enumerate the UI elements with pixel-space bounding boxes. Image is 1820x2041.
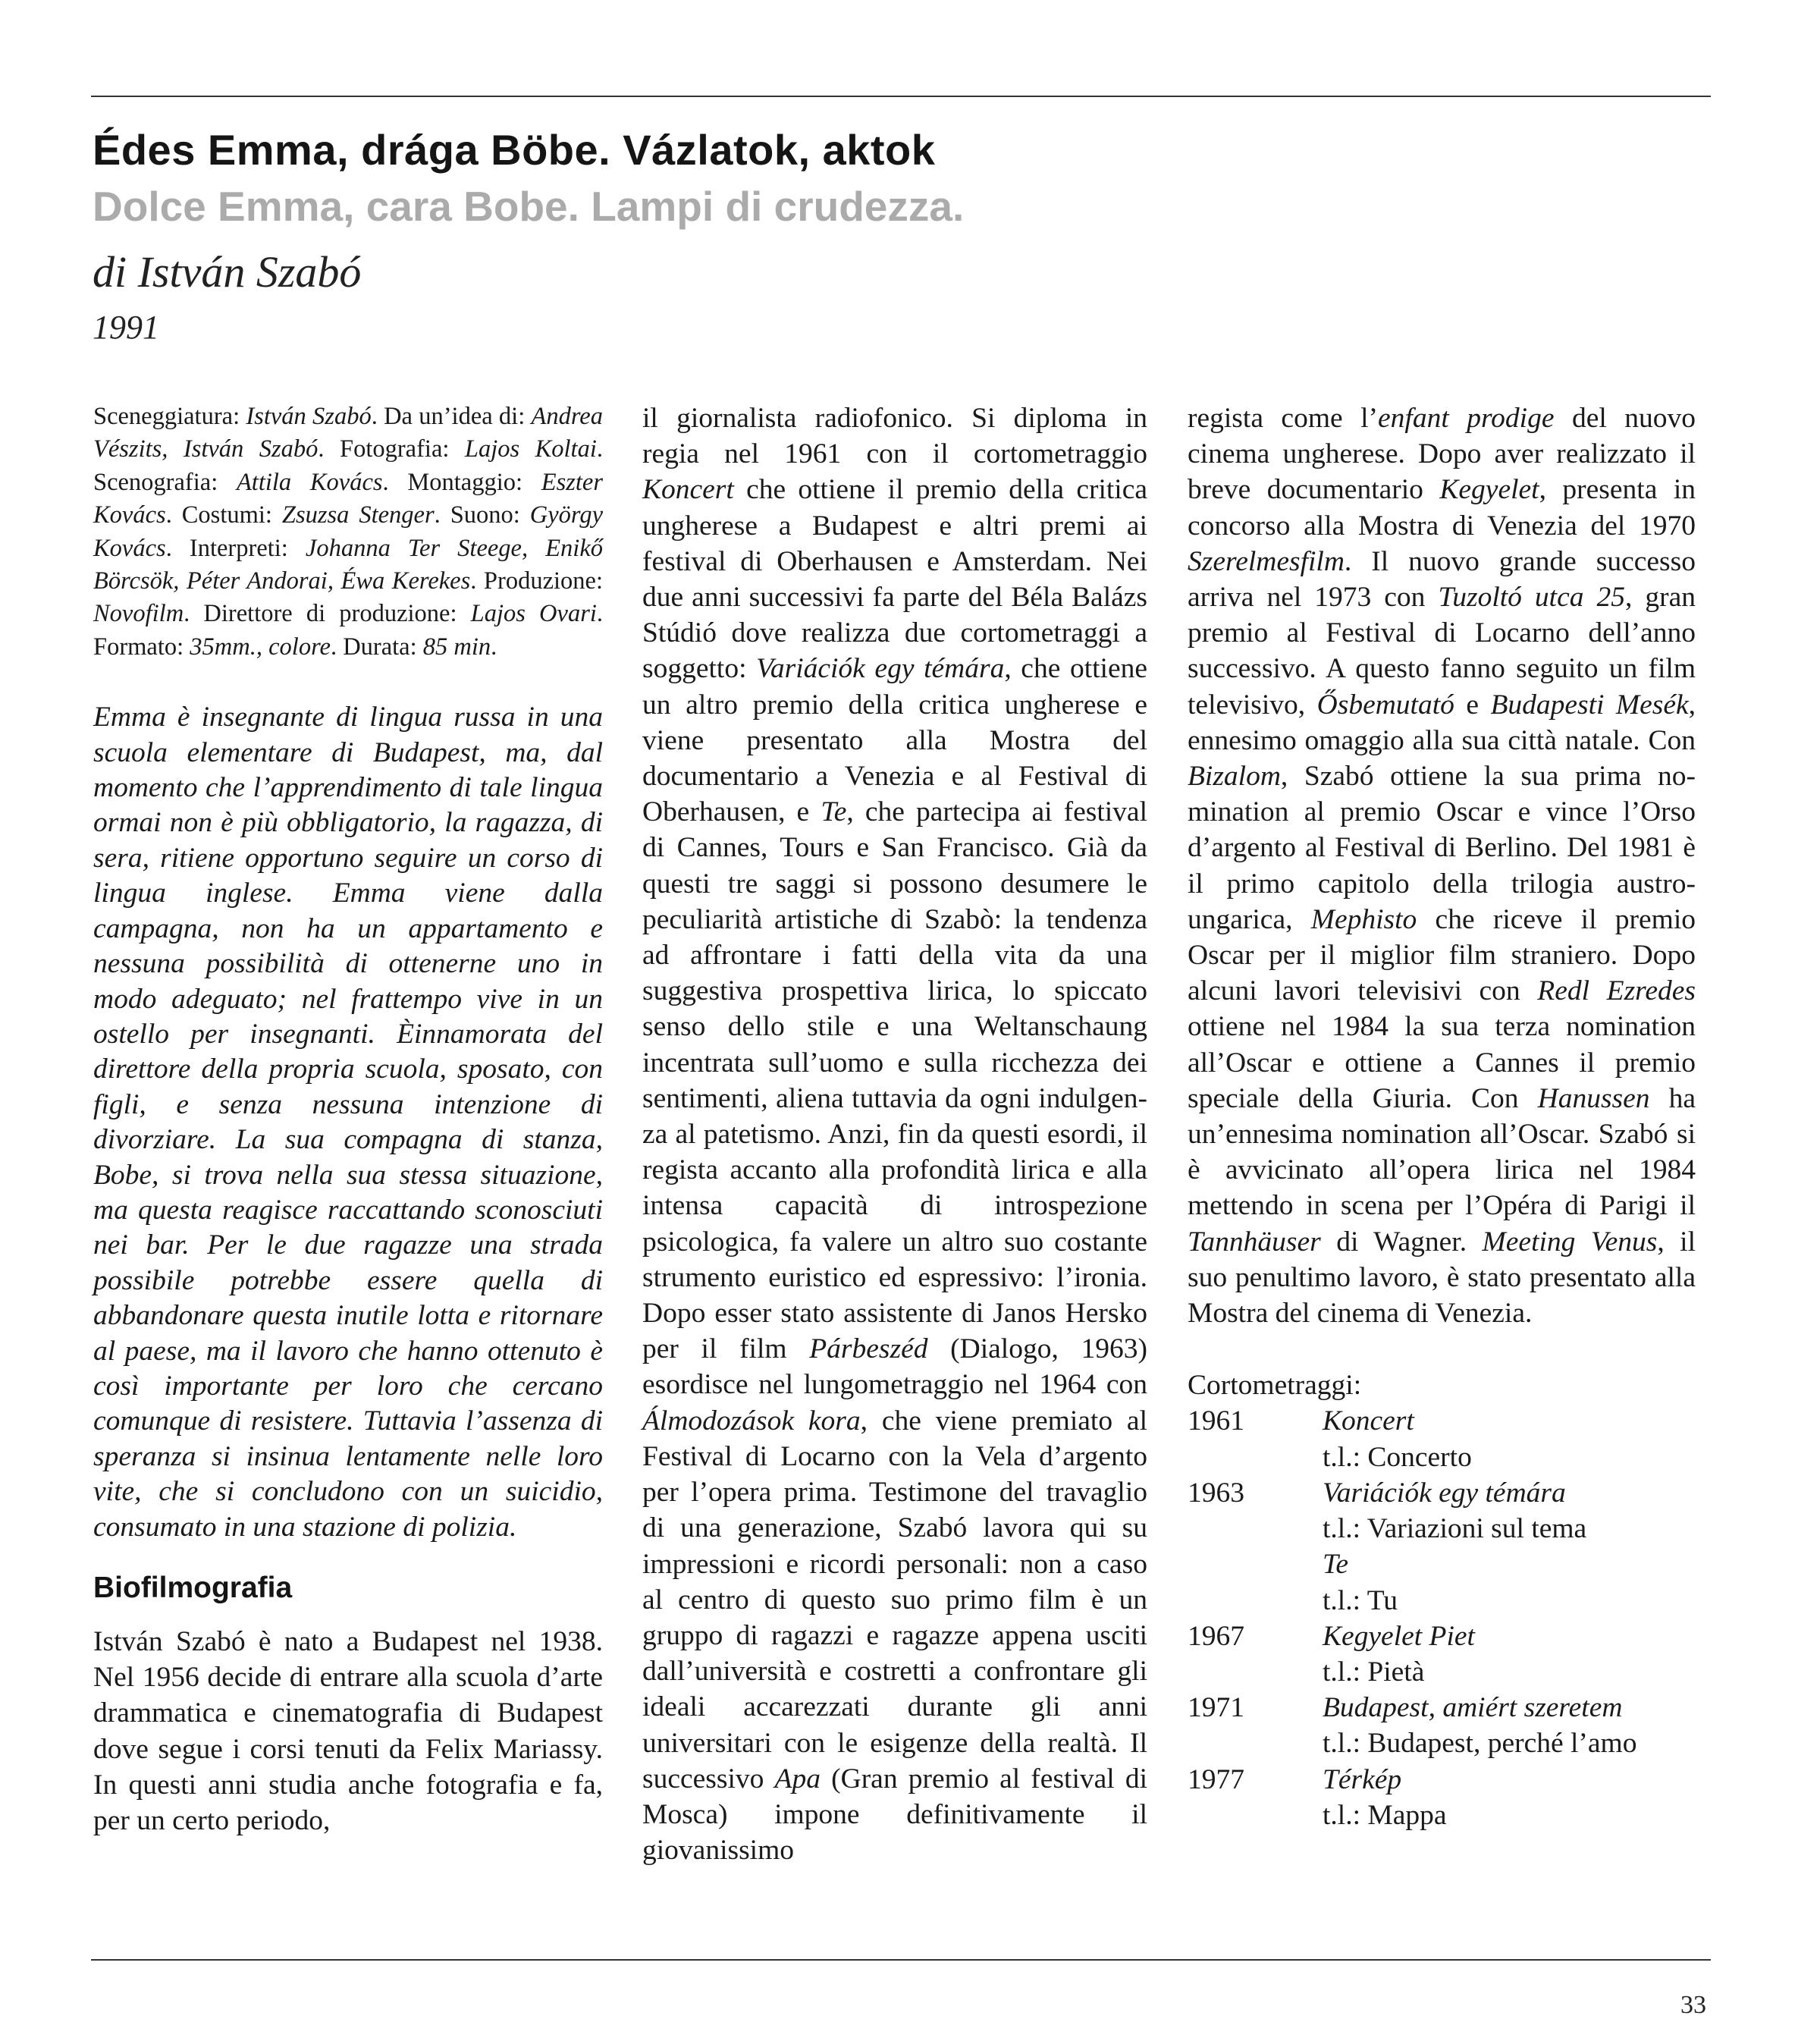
biography-part-3 — [1188, 400, 1696, 1331]
bio-text: di Wagner. — [1320, 1226, 1483, 1258]
film-title: Ősbemutató — [1316, 689, 1454, 721]
film-title: Bizalom — [1188, 761, 1281, 793]
filmography-label: Cortometraggi: — [1188, 1370, 1362, 1402]
bio-text: che riceve il premio Oscar per il miglior film straniero. Dopo alcuni lavori televisivi con — [1188, 903, 1696, 1007]
bio-text: ottiene nel 1984 la sua terza nomination all’Oscar e ottiene a Cannes il premio speciale della Giuria. Con — [1188, 1011, 1696, 1114]
filmography-row — [1188, 1583, 1696, 1619]
credit-value: Zsuzsa Stenger — [281, 501, 435, 529]
filmography-translation: t.l.: Budapest, perché l’amo — [1323, 1728, 1637, 1760]
filmography-title — [1323, 1403, 1696, 1439]
filmography-row — [1188, 1762, 1696, 1798]
bio-text: (Dialogo, 1963) esordisce nel lungometraggio nel 1964 con — [642, 1333, 1147, 1401]
credit-label: . Durata: — [330, 633, 423, 661]
credit-label: . Montaggio: — [382, 468, 541, 496]
filmography-title — [1323, 1619, 1696, 1654]
credits — [93, 400, 603, 664]
filmography-title — [1323, 1690, 1696, 1725]
credit-label: . Suono: — [434, 501, 530, 529]
film-title: Koncert — [642, 474, 734, 506]
bio-text: e — [1454, 689, 1491, 721]
film-title: Álmodozások kora — [642, 1405, 861, 1437]
bio-text: , che partecipa ai festival di Cannes, Tours e San Francisco. Già da questi tre saggi si possono desumere le peculiarità artistiche di Szabò: la tendenza ad affrontare i fatti della vita da una suggestiva prospettiva lirica, lo spiccato senso dello stile e una Weltanschaung incentrata sull’uomo e sulla ricchezza dei sentimenti, aliena tuttavia da ogni indulgenza al patetismo. Anzi, fin da questi esordi, il regista accanto alla profondità lirica e alla intensa capacità di introspezione psicologica, fa valere un altro suo costante strumento euristico ed espressivo: l’ironia. Dopo esser stato assistente di Janos Hersko per il film — [642, 796, 1147, 1365]
credit-value: Novofilm — [93, 600, 184, 628]
bio-text: , ennesimo omaggio alla sua città natale. Con — [1188, 689, 1696, 756]
film-title: Meeting Venus — [1482, 1226, 1658, 1258]
credit-value: Attila Kovács — [236, 468, 383, 496]
filmography-year: 1977 — [1188, 1763, 1244, 1795]
column-1 — [93, 400, 603, 1838]
filmography-year-empty — [1188, 1725, 1323, 1761]
credit-label: . Fotografia: — [318, 435, 465, 463]
film-title: Szerelmesfilm — [1188, 545, 1345, 577]
bio-text: (Gran premio al festival di Mosca) impone definitivamente il giovanissimo — [642, 1763, 1148, 1867]
filmography-translation: t.l.: Variazioni sul tema — [1323, 1513, 1587, 1545]
credit-value: 35mm., colore — [190, 633, 331, 661]
filmography-title — [1323, 1475, 1696, 1511]
credit-label: . Direttore di produzione: — [184, 600, 471, 628]
bio-text: , gran premio al Festival di Locarno dell’anno successivo. A questo fanno seguito un film televisivo, — [1188, 582, 1696, 721]
filmography-year-empty — [1188, 1583, 1323, 1619]
filmography-year-empty — [1188, 1511, 1323, 1546]
filmography-title-text: Budapest, amiért szeretem — [1323, 1692, 1623, 1724]
filmography-row — [1188, 1546, 1696, 1582]
filmography-title-text: Variációk egy témára — [1323, 1477, 1566, 1509]
credit-label: . Formato: — [93, 600, 603, 661]
film-year: 1991 — [93, 309, 159, 346]
filmography-row — [1188, 1690, 1696, 1725]
filmography-year — [1188, 1546, 1323, 1582]
credit-label: Sceneggiatura: — [93, 403, 246, 430]
credit-value: István Szabó — [246, 403, 372, 430]
biography-part-1: István Szabó è nato a Budapest nel 1938. Nel 1956 decide di entrare alla scuola d’arte drammatica e cinematografia di Budapest dove segue i corsi tenuti da Felix Mariassy. In questi anni studia anche fotografia e fa, per un certo periodo, — [93, 1626, 603, 1837]
credit-value: Eszter Kovács — [93, 468, 603, 529]
bio-text: , presenta in concorso alla Mostra di Venezia del 1970 — [1188, 474, 1696, 542]
credit-label: . Interpreti: — [165, 534, 306, 562]
filmography-title-text: Te — [1323, 1549, 1349, 1581]
film-title: Apa — [774, 1763, 821, 1795]
bottom-rule — [91, 1959, 1711, 1961]
credit-value: Andrea Vészits, István Szabó — [93, 403, 603, 463]
film-title: Mephisto — [1310, 903, 1417, 935]
filmography-title-text: Koncert — [1323, 1405, 1414, 1437]
credit-label: . Scenografia: — [93, 435, 603, 496]
article-header — [93, 121, 1685, 350]
film-title: Hanussen — [1537, 1082, 1650, 1114]
filmography-title — [1323, 1546, 1696, 1582]
filmography-year-empty — [1188, 1654, 1323, 1690]
bio-text: , che ottiene un altro premio della critica ungherese e viene presentato alla Mostra del documentario a Venezia e al Festival di Oberhausen, e — [642, 653, 1147, 828]
filmography-title — [1323, 1762, 1696, 1798]
bio-text: del nuovo cinema ungherese. Dopo aver realizzato il breve documentario — [1188, 403, 1696, 506]
column-3 — [1188, 400, 1696, 1833]
title-hungarian: Édes Emma, drága Böbe. Vázlatok, aktok — [93, 126, 936, 174]
biofilmografia-heading: Biofilmografia — [93, 1572, 293, 1604]
filmography-row — [1188, 1475, 1696, 1511]
title-italian: Dolce Emma, cara Bobe. Lampi di crudezza. — [93, 183, 965, 230]
credit-label: . — [491, 633, 497, 661]
filmography-year-empty — [1188, 1440, 1323, 1475]
credit-value: Johanna Ter Steege, Enikő Börcsök, Péter Andorai, Éwa Kerekes — [93, 534, 604, 595]
filmography-table — [1188, 1403, 1696, 1832]
bio-text: , Szabó ottiene la sua prima nomination al premio Oscar e vince l’Orso d’argento al Festival di Berlino. Del 1981 è il primo capitolo della trilogia austro-ungarica, — [1188, 761, 1696, 935]
column-2 — [642, 400, 1147, 1868]
film-title: Tannhäuser — [1188, 1226, 1321, 1258]
filmography-translation: t.l.: Pietà — [1323, 1656, 1425, 1688]
film-title: Budapesti Mesék — [1490, 689, 1689, 721]
filmography-row — [1188, 1403, 1696, 1439]
film-title: Variációk egy témára — [756, 653, 1005, 685]
filmography-year-empty — [1188, 1798, 1323, 1833]
filmography-row — [1188, 1440, 1696, 1475]
filmography-row — [1188, 1619, 1696, 1654]
film-title: Tuzoltó utca 25 — [1438, 582, 1625, 614]
filmography-row — [1188, 1798, 1696, 1833]
filmography-year: 1971 — [1188, 1692, 1244, 1724]
bio-text: . Il nuovo grande successo arriva nel 1973 con — [1188, 545, 1696, 614]
bio-text: regista come l’ — [1188, 403, 1379, 434]
bio-text: ha un’ennesima nomination all’Oscar. Szabó si è avvicinato all’opera lirica nel 1984 mettendo in scena per l’Opéra di Parigi il — [1188, 1082, 1696, 1222]
film-title: Kegyelet — [1439, 474, 1539, 506]
top-rule — [91, 96, 1711, 97]
bio-text: , che viene premiato al Festival di Locarno con la Vela d’argento per l’opera prima. Testimone del travaglio di una generazione, Szabó lavora qui su impressioni e ricordi personali: non a caso al centro di questo suo primo film è un gruppo di ragazzi e ragazze appena usciti dall’università e costretti a confrontare gli ideali accarezzati durante gli anni universitari con le esigenze della realtà. Il successivo — [642, 1405, 1147, 1795]
bio-text: il giornalista radiofonico. Si diploma in regia nel 1961 con il cortometraggio — [642, 403, 1147, 470]
filmography-row — [1188, 1511, 1696, 1546]
credit-label: . Da un’idea di: — [371, 403, 532, 430]
italic-term: enfant prodige — [1378, 403, 1555, 434]
filmography-title-text: Térkép — [1323, 1763, 1402, 1795]
bio-text: che ottiene il premio della critica ungherese a Budapest e altri premi ai festival di Oberhausen e Amsterdam. Nei due anni successivi fa parte del Béla Balázs Stúdió dove realizza due cortometraggi a soggetto: — [642, 474, 1147, 685]
filmography-row — [1188, 1725, 1696, 1761]
credit-value: Lajos Ovari — [470, 600, 597, 628]
credit-value: 85 min — [422, 633, 491, 661]
filmography-year: 1961 — [1188, 1405, 1244, 1437]
filmography-year: 1963 — [1188, 1477, 1244, 1509]
credit-label: . Costumi: — [165, 501, 282, 529]
filmography-title-text: Kegyelet Piet — [1323, 1620, 1475, 1652]
credit-value: Lajos Koltai — [464, 435, 597, 463]
filmography-translation: t.l.: Concerto — [1323, 1441, 1472, 1473]
biography-part-2 — [642, 400, 1147, 1868]
credit-label: . Produzione: — [470, 567, 603, 595]
film-title: Párbeszéd — [809, 1333, 928, 1365]
credit-value: György Kovács — [93, 501, 603, 562]
page-number: 33 — [1680, 1991, 1706, 2019]
bio-text: , il suo penultimo lavoro, è stato presentato alla Mostra del cinema di Venezia. — [1188, 1226, 1696, 1330]
filmography-year: 1967 — [1188, 1620, 1244, 1652]
film-title: Redl Ezredes — [1537, 975, 1696, 1007]
film-title: Te — [821, 796, 847, 828]
filmography-row — [1188, 1654, 1696, 1690]
filmography-translation: t.l.: Tu — [1323, 1584, 1398, 1616]
synopsis: Emma è insegnante di lingua russa in una scuola elementare di Budapest, ma, dal momento che l’apprendimento di tale lingua ormai non è più obbligatorio, la ragazza, di sera, ritiene opportuno seguire un corso di lingua inglese. Emma viene dalla campagna, non ha un appartamento e nessuna possibilità di ottenerne uno in modo adeguato; nel frattempo vive in un ostello per insegnanti. Èinnamorata del direttore della propria scuola, sposato, con figli, e senza nessuna intenzione di divorziare. La sua compagna di stanza, Bobe, si trova nella sua stessa situazione, ma questa reagisce raccattando sconosciuti nei bar. Per le due ragazze una strada possibile potrebbe essere quella di abbandonare questa inutile lotta e ritornare al paese, ma il lavoro che hanno ottenuto è così importante per loro che cercano comunque di resistere. Tuttavia l’assenza di speranza si insinua lentamente nelle loro vite, che si concludono con un suicidio, consumato in una stazione di polizia. — [93, 702, 603, 1543]
director-byline: di István Szabó — [93, 247, 362, 297]
filmography-translation: t.l.: Mappa — [1323, 1799, 1447, 1831]
